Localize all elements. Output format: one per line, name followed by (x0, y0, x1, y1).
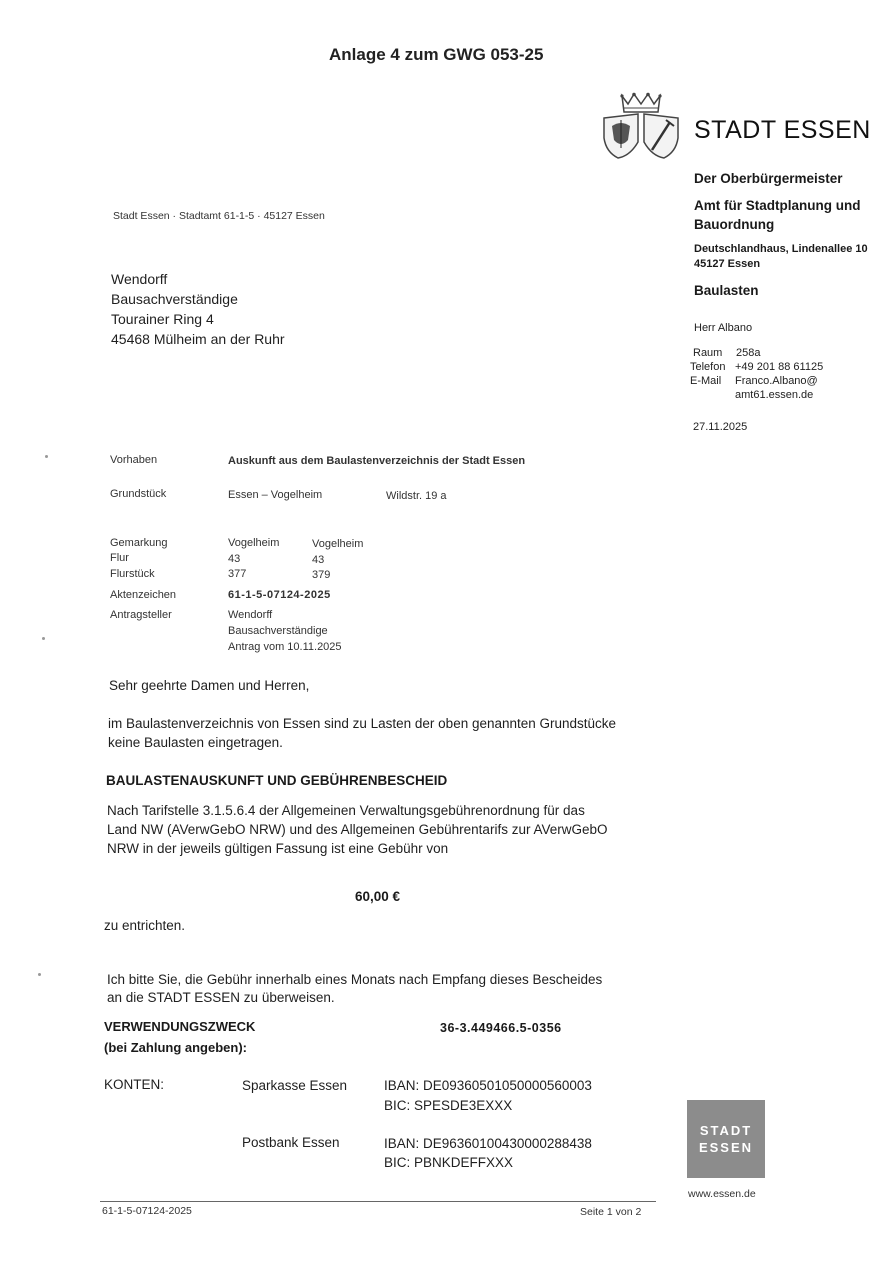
purpose-label-line2: (bei Zahlung angeben): (104, 1040, 247, 1055)
section-heading: BAULASTENAUSKUNFT UND GEBÜHRENBESCHEID (106, 773, 448, 788)
footer-reference: 61-1-5-07124-2025 (102, 1205, 192, 1217)
para4-line2: an die STADT ESSEN zu überweisen. (107, 990, 335, 1005)
unit-name: Baulasten (694, 283, 759, 298)
office-head: Der Oberbürgermeister (694, 171, 843, 186)
antragsteller-line3: Antrag vom 10.11.2025 (228, 641, 342, 653)
aktenzeichen-label: Aktenzeichen (110, 589, 177, 601)
parcel-2-gemarkung: Vogelheim (312, 538, 364, 550)
box-logo-line2: ESSEN (698, 1140, 754, 1155)
room-label: Raum (693, 347, 723, 359)
parcel-1-flurstueck: 377 (228, 568, 247, 580)
para2-line3: NRW in der jeweils gültigen Fassung ist eine Gebühr von (107, 841, 449, 856)
box-logo-line1: STADT (699, 1123, 753, 1138)
para1-line1: im Baulastenverzeichnis von Essen sind zu Lasten der oben genannten Grundstücke (108, 716, 617, 731)
department-line1: Amt für Stadtplanung und (694, 198, 861, 213)
vorhaben-label: Vorhaben (110, 454, 158, 466)
salutation: Sehr geehrte Damen und Herren, (109, 678, 310, 693)
department-line2: Bauordnung (694, 217, 775, 232)
attachment-title: Anlage 4 zum GWG 053-25 (329, 45, 544, 64)
scan-speck (42, 637, 45, 640)
aktenzeichen-value: 61-1-5-07124-2025 (228, 589, 331, 601)
purpose-value: 36-3.449466.5-0356 (440, 1021, 562, 1035)
antragsteller-label: Antragsteller (110, 609, 172, 621)
city-wordmark: STADT ESSEN (694, 116, 871, 144)
antragsteller-line2: Bausachverständige (228, 625, 328, 637)
recipient-line1: Wendorff (111, 271, 168, 287)
account-2-iban: IBAN: DE96360100430000288438 (384, 1136, 592, 1151)
account-1-iban: IBAN: DE09360501050000560003 (384, 1078, 592, 1093)
grundstueck-street: Wildstr. 19 a (386, 490, 447, 502)
fee-amount: 60,00 € (355, 889, 401, 904)
essen-coat-of-arms-icon (600, 92, 682, 162)
parcel-1-flur: 43 (228, 553, 241, 565)
phone-label: Telefon (690, 361, 726, 373)
account-1-bic: BIC: SPESDE3EXXX (384, 1098, 513, 1113)
office-address-line1: Deutschlandhaus, Lindenallee 10 (694, 243, 868, 255)
account-2-bic: BIC: PBNKDEFFXXX (384, 1155, 514, 1170)
para1-line2: keine Baulasten eingetragen. (108, 735, 283, 750)
flurstueck-label: Flurstück (110, 568, 155, 580)
email-label: E-Mail (690, 375, 722, 387)
scan-speck (38, 973, 41, 976)
antragsteller-line1: Wendorff (228, 609, 273, 621)
recipient-line2: Bausachverständige (111, 291, 238, 307)
account-1-bank: Sparkasse Essen (242, 1078, 348, 1093)
gemarkung-label: Gemarkung (110, 537, 168, 549)
letter-date: 27.11.2025 (693, 421, 748, 433)
email-line1: Franco.Albano@ (735, 375, 818, 387)
office-address-line2: 45127 Essen (694, 258, 761, 270)
purpose-label-line1: VERWENDUNGSZWECK (104, 1019, 256, 1034)
contact-name: Herr Albano (694, 322, 753, 334)
accounts-label: KONTEN: (104, 1077, 165, 1092)
parcel-2-flur: 43 (312, 554, 325, 566)
grundstueck-location: Essen – Vogelheim (228, 489, 323, 501)
parcel-1-gemarkung: Vogelheim (228, 537, 280, 549)
stadt-essen-box-logo (687, 1100, 765, 1178)
grundstueck-label: Grundstück (110, 488, 167, 500)
footer-rule (100, 1201, 656, 1202)
return-address: Stadt Essen · Stadtamt 61-1-5 · 45127 Essen (113, 210, 325, 222)
vorhaben-value: Auskunft aus dem Baulastenverzeichnis der Stadt Essen (228, 455, 526, 467)
parcel-2-flurstueck: 379 (312, 569, 331, 581)
room-value: 258a (736, 347, 761, 359)
para2-line1: Nach Tarifstelle 3.1.5.6.4 der Allgemeinen Verwaltungsgebührenordnung für das (107, 803, 585, 818)
footer-page-number: Seite 1 von 2 (580, 1206, 642, 1218)
email-line2: amt61.essen.de (735, 389, 814, 401)
recipient-line3: Tourainer Ring 4 (111, 311, 214, 327)
para3: zu entrichten. (104, 918, 186, 933)
website: www.essen.de (688, 1188, 756, 1200)
flur-label: Flur (110, 552, 129, 564)
para2-line2: Land NW (AVerwGebO NRW) und des Allgemeinen Gebührentarifs zur AVerwGebO (107, 822, 608, 837)
para4-line1: Ich bitte Sie, die Gebühr innerhalb eines Monats nach Empfang dieses Bescheides (107, 972, 603, 987)
phone-value: +49 201 88 61125 (735, 361, 824, 373)
account-2-bank: Postbank Essen (242, 1135, 340, 1150)
recipient-line4: 45468 Mülheim an der Ruhr (111, 331, 285, 347)
scan-speck (45, 455, 48, 458)
